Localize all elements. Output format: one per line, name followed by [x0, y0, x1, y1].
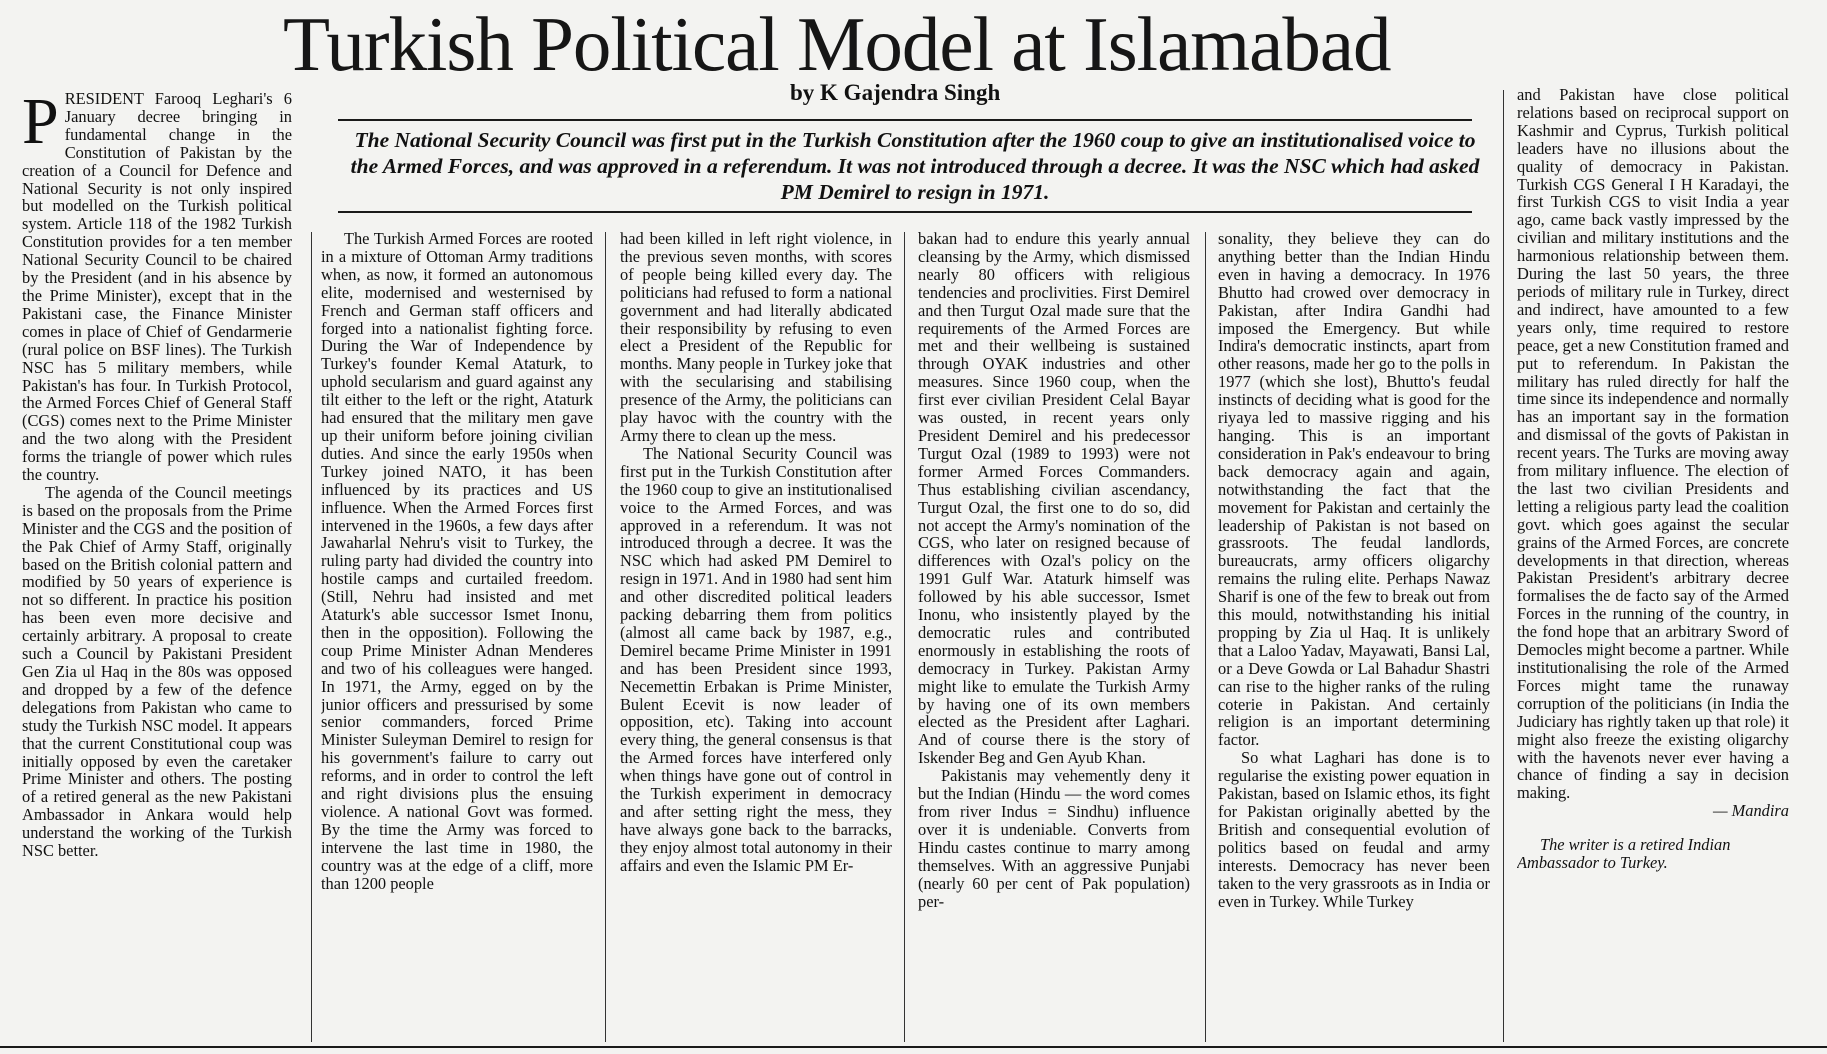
deck-top-rule	[338, 119, 1472, 121]
paragraph: So what Laghari has done is to regularise the existing power equation in Pakistan, based on Islamic ethos, its fight for Pakistan originally abetted by the British and consequential evolution of politics based on feudal and army interests. Democracy has never been taken to the very grassroots as in India or even in Turkey. While Turkey	[1218, 748, 1490, 911]
paragraph: RESIDENT Farooq Leghari's 6 January decree bringing in fundamental change in the Constitution of Pakistan by the creation of a Council for Defence and National Security is not only inspired but modelled on the Turkish political system. Article 118 of the 1982 Turkish Constitution provides for a ten member National Security Council to be chaired by the President (and in his absence by the Prime Minister), except that in the Pakistani case, the Finance Minister comes in place of Chief of Gendarmerie (rural police on BSF lines). The Turkish NSC has 5 military members, while Pakistan's has four. In Turkish Protocol, the Armed Forces Chief of General Staff (CGS) comes next to the Prime Minister and the two along with the President forms the triangle of power which rules the country.	[22, 90, 292, 485]
pull-quote-deck: The National Security Council was first put in the Turkish Constitution after the 1960 coup to give an institutionalised voice to the Armed Forces, and was approved in a referendum. It was not introduced through a decree. It was the NSC which had asked PM Demirel to resign in 1971.	[350, 128, 1480, 204]
byline: by K Gajendra Singh	[790, 80, 1001, 105]
paragraph: The Turkish Armed Forces are rooted in a mixture of Ottoman Army traditions when, as now, it formed an autonomous elite, modernised and westernised by French and German staff officers and forged into a nationalist fighting force. During the War of Independence by Turkey's founder Kemal Ataturk, to uphold secularism and guard against any tilt either to the left or the right, Ataturk had ensured that the military men gave up their uniform before joining civilian duties. And since the early 1950s when Turkey joined NATO, it has been influenced by its practices and US influence. When the Armed Forces first intervened in the 1960s, a few days after Jawaharlal Nehru's visit to Turkey, the ruling party had divided the country into hostile camps and curtailed freedom. (Still, Nehru had insisted and met Ataturk's able successor Ismet Inonu, then in the opposition). Following the coup Prime Minister Adnan Menderes and two of his colleagues were hanged. In 1971, the Army, egged on by the junior officers and pressurised by some senior commanders, forced Prime Minister Suleyman Demirel to resign for his government's failure to carry out reforms, and in order to control the left and right divisions plus the ensuing violence. A national Govt was formed. By the time the Army was forced to intervene the last time in 1980, the country was at the edge of a cliff, more than 1200 people	[321, 230, 593, 893]
paragraph: The agenda of the Council meetings is based on the proposals from the Prime Minister and the CGS and the position of the Pak Chief of Army Staff, originally based on the British colonial pattern and modified by 50 years of experience is not so different. In practice his position has been even more decisive and certainly arbitrary. A proposal to create such a Council by Pakistani President Gen Zia ul Haq in the 80s was opposed and dropped by a few of the defence delegations from Pakistan who came to study the Turkish NSC model. It appears that the current Constitutional coup was initially opposed by even the caretaker Prime Minister and others. The posting of a retired general as the new Pakistani Ambassador in Ankara would help understand the working of the Turkish NSC better.	[22, 482, 292, 861]
paragraph: had been killed in left right violence, in the previous seven months, with scores of people being killed every day. The politicians had refused to form a national government and had literally abdicated their responsibility by refusing to even elect a President of the Republic for months. Many people in Turkey joke that with the secularising and stabilising presence of the Army, the politicians can play havoc with the country with the Army there to clean up the mess.	[620, 230, 892, 445]
column-divider	[311, 232, 312, 1042]
column-divider	[904, 232, 905, 1042]
headline: Turkish Political Model at Islamabad	[283, 1, 1391, 87]
paragraph: bakan had to endure this yearly annual cleansing by the Army, which dismissed nearly 80 officers with religious tendencies and proclivities. First Demirel and then Turgut Ozal made sure that the requirements of the Armed Forces are met and their wellbeing is sustained through OYAK industries and other measures. Since 1960 coup, when the first ever civilian President Celal Bayar was ousted, in recent years only President Demirel and his predecessor Turgut Ozal (1989 to 1993) were not former Armed Forces Commanders. Thus establishing civilian ascendancy, Turgut Ozal, the first one to do so, did not accept the Army's nomination of the CGS, who later on resigned because of differences with Ozal's policy on the 1991 Gulf War. Ataturk himself was followed by his able successor, Ismet Inonu, who insistently played by the democratic rules and contributed enormously in establishing the roots of democracy in Turkey. Pakistan Army might like to emulate the Turkish Army by having one of its own members elected as the President after Laghari. And of course there is the story of Iskender Beg and Gen Ayub Khan.	[918, 230, 1190, 768]
paragraph: The National Security Council was first put in the Turkish Constitution after the 1960 coup to give an institutionalised voice to the Armed Forces, and was approved in a referendum. It was not introduced through a decree. It was the NSC which had asked PM Demirel to resign in 1971. And in 1980 had sent him and other discredited political leaders packing debarring them from politics (almost all came back by 1987, e.g., Demirel became Prime Minister in 1991 and has been President since 1993, Necemettin Erbakan is Prime Minister, Bulent Ecevit is now leader of opposition, etc). Taking into account every thing, the general consensus is that the Armed forces have interfered only when things have gone out of control in the Turkish experiment in democracy and after setting right the mess, they have always gone back to the barracks, they enjoy almost total autonomy in their affairs and even the Islamic PM Er-	[620, 443, 892, 875]
column-2	[321, 230, 593, 1042]
bottom-rule	[0, 1046, 1827, 1048]
column-divider	[1503, 90, 1504, 1042]
drop-cap: P	[22, 90, 59, 158]
paragraph: Pakistanis may vehemently deny it but the Indian (Hindu — the word comes from river Indus = Sindhu) influence over it is undeniable. Converts from Hindu castes continue to marry among themselves. With an aggressive Punjabi (nearly 60 per cent of Pak population) per-	[918, 766, 1190, 911]
author-credit: The writer is a retired Indian Ambassador to Turkey.	[1517, 835, 1731, 873]
column-4	[918, 230, 1190, 1042]
deck-bottom-rule	[338, 211, 1472, 213]
paragraph: sonality, they believe they can do anything better than the Indian Hindu even in having a democracy. In 1976 Bhutto had crowed over democracy in Pakistan, after Indira Gandhi had imposed the Emergency. But while Indira's democratic instincts, apart from other reasons, made her go to the polls in 1977 (which she lost), Bhutto's feudal instincts of deciding what is good for the riyaya led to massive rigging and his hanging. This is an important consideration in Pak's endeavour to bring back democracy again and again, notwithstanding the fact that the movement for Pakistan and certainly the leadership of Pakistan is not based on grassroots. The feudal landlords, bureaucrats, army officers oligarchy remains the ruling elite. Perhaps Nawaz Sharif is one of the few to break out from this mould, notwithstanding his initial propping by Zia ul Haq. It is unlikely that a Laloo Yadav, Mayawati, Bansi Lal, or a Deve Gowda or Lal Bahadur Shastri can rise to the higher ranks of the ruling coterie in Pakistan. And certainly religion is an important determining factor.	[1218, 230, 1490, 750]
column-1	[22, 90, 292, 1040]
column-5	[1218, 230, 1490, 1042]
column-3	[620, 230, 892, 1042]
column-divider	[1205, 232, 1206, 1042]
column-divider	[605, 232, 606, 1042]
paragraph: and Pakistan have close political relations based on reciprocal support on Kashmir and Cyprus, Turkish political leaders have no illusions about the quality of democracy in Pakistan. Turkish CGS General I H Karadayi, the first Turkish CGS to visit India a year ago, came back vastly impressed by the civilian and military institutions and the harmonious relationship between them. During the last 50 years, the three periods of military rule in Turkey, direct and indirect, have amounted to a few years only, time required to restore peace, get a new Constitution framed and put to referendum. In Pakistan the military has ruled directly for half the time since its independence and normally has an important say in the formation and dismissal of the govts of Pakistan in recent years. The Turks are moving away from military influence. The election of the last two civilian Presidents and letting a religious party lead the coalition govt. which goes against the secular grains of the Armed Forces, are concrete developments in that direction, whereas Pakistan President's arbitrary decree formalises the de facto say of the Armed Forces in the running of the country, in the fond hope that an arbitrary Sword of Democles might become a partner. While institutionalising the role of the Armed Forces might tame the runaway corruption of the politicians (in India the Judiciary has rightly taken up that role) it might also freeze the existing oligarchy with the havenots never ever having a chance of finding a say in decision making.	[1517, 86, 1789, 803]
column-6	[1517, 86, 1789, 1042]
signature: — Mandira	[1712, 801, 1789, 821]
